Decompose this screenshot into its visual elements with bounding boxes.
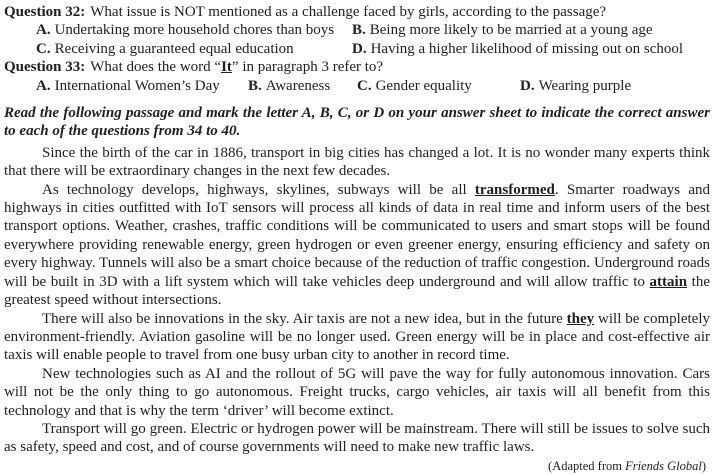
question-33-options: [4, 77, 710, 95]
option-letter: D.: [520, 77, 535, 94]
option-letter: C.: [36, 40, 51, 57]
question-33-text-before: What does the word “: [90, 59, 222, 76]
question-32-options: [4, 21, 710, 58]
option-text: Undertaking more household chores than boys: [54, 22, 335, 39]
option-letter: B.: [352, 22, 366, 39]
option-text: Wearing purple: [538, 77, 632, 94]
option-text: Receiving a guaranteed equal education: [54, 40, 294, 57]
option-text: Having a higher likelihood of missing out on school: [370, 40, 684, 57]
option-letter: A.: [36, 77, 51, 94]
option-letter: A.: [36, 22, 51, 39]
paragraph-text: will be completely environment-friendly. Aviation gasoline will be no longer used. Green energy will be in place and cost-effective air taxis will enable people to travel from one busy urban city to another in record time.: [4, 310, 710, 364]
option-32-b: [352, 21, 710, 39]
option-32-c: [36, 40, 352, 58]
paragraph-text: Since the birth of the car in 1886, transport in big cities has changed a lot. It is no wonder many experts think that there will be extraordinary changes in the next few decades.: [4, 144, 710, 180]
question-33-text-after: ” in paragraph 3 refer to?: [231, 59, 384, 76]
option-text: Awareness: [265, 77, 331, 94]
reading-passage: [4, 144, 710, 475]
paragraph-text: Transport will go green. Electric or hydrogen power will be mainstream. There will still be issues to solve such as safety, speed and cost, and of course governments will need to make new traffic laws.: [4, 420, 710, 456]
paragraph-text: . Smarter roadways and highways in cities outfitted with IoT sensors will process all kinds of data in real time and inform users of the best transport options. Weather, crashes, traffic conditions will be communicated to users and smart stops will be found everywhere providing renewable energy, green hydrogen or even greener energy, ensuring efficiency and safety on every highway. Tunnels will also be a smart choice because of the reduction of traffic congestion. Underground roads will be built in 3D with a lift system which will take vehicles deep underground and will allow traffic to: [4, 181, 710, 290]
question-32-block: [4, 3, 710, 58]
question-33-label: Question 33:: [4, 59, 86, 76]
question-32-text: What issue is NOT mentioned as a challenge faced by girls, according to the passage?: [90, 4, 607, 20]
emphasized-word-transformed: transformed: [474, 181, 555, 198]
option-text: Being more likely to be married at a young age: [369, 22, 653, 39]
attribution-suffix: ): [701, 458, 706, 473]
option-text: International Women’s Day: [54, 77, 220, 94]
option-33-c: [357, 77, 520, 95]
paragraph-text: There will also be innovations in the sky. Air taxis are not a new idea, but in the future: [42, 310, 567, 327]
option-32-a: [36, 21, 352, 39]
option-32-d: [352, 40, 710, 58]
paragraph-text: As technology develops, highways, skylines, subways will be all: [42, 181, 475, 198]
question-32-line: [4, 3, 710, 21]
source-attribution: [4, 457, 710, 475]
option-letter: B.: [248, 77, 262, 94]
paragraph-2: [4, 181, 710, 310]
paragraph-4: [4, 365, 710, 420]
option-33-d: [520, 77, 631, 95]
question-33-line: [4, 58, 710, 76]
paragraph-text: New technologies such as AI and the rollout of 5G will pave the way for fully autonomous innovation. Cars will not be the only thing to go autonomous. Freight trucks, cargo vehicles, air taxis will all benefit from this technology and that is why the term ‘driver’ will become extinct.: [4, 365, 710, 419]
emphasized-word-attain: attain: [649, 273, 688, 290]
option-33-a: [36, 77, 248, 95]
referenced-word: It: [221, 59, 232, 76]
attribution-source: Friends Global: [625, 458, 702, 473]
section-instruction: Read the following passage and mark the letter A, B, C, or D on your answer sheet to indicate the correct answer to each of the questions from 34 to 40.: [4, 105, 710, 140]
question-32-label: Question 32:: [4, 4, 86, 20]
option-letter: D.: [352, 40, 367, 57]
option-33-b: [248, 77, 357, 95]
question-33-text: [90, 59, 383, 75]
paragraph-text: the greatest speed without intersections.: [4, 273, 711, 309]
question-33-block: [4, 58, 710, 95]
exam-page: [4, 3, 710, 475]
emphasized-word-they: they: [566, 310, 595, 327]
paragraph-3: [4, 310, 710, 365]
option-letter: C.: [357, 77, 372, 94]
attribution-prefix: (Adapted from: [548, 458, 626, 473]
paragraph-1: [4, 144, 710, 181]
paragraph-5: [4, 420, 710, 457]
option-text: Gender equality: [375, 77, 472, 94]
